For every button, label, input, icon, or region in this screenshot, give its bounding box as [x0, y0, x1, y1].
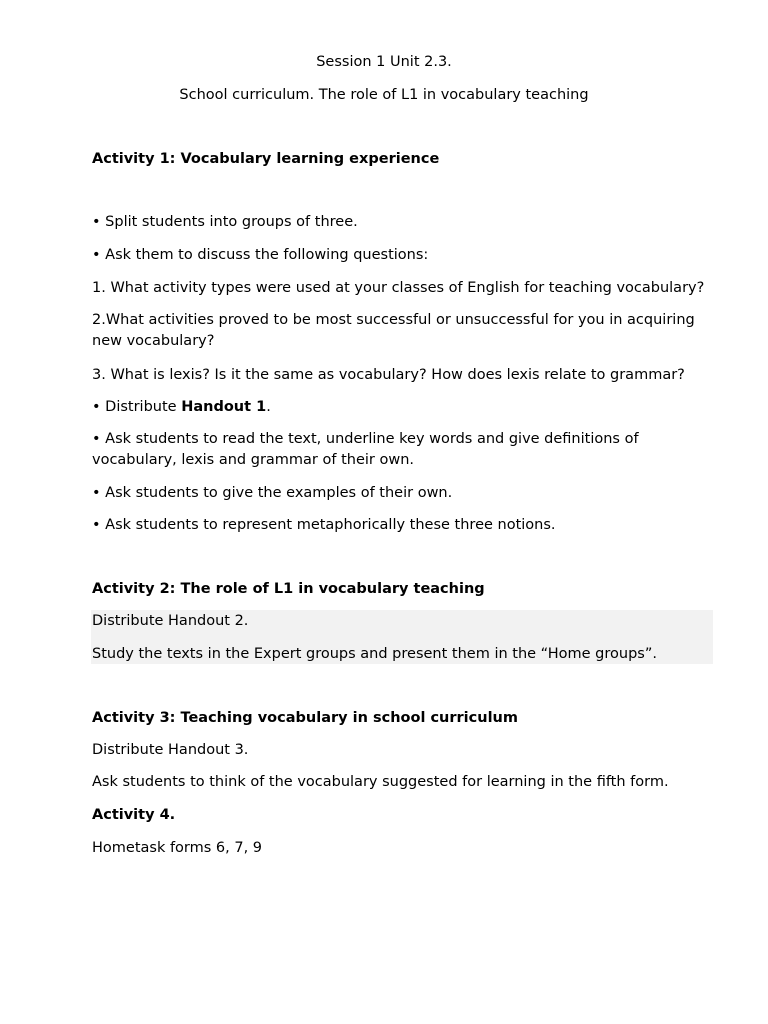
- distribute-suffix: .: [266, 399, 271, 415]
- distribute-prefix: • Distribute: [92, 399, 182, 415]
- question-1: 1. What activity types were used at your classes of English for teaching vocabulary?: [92, 280, 705, 296]
- question-2: 2.What activities proved to be most successful or unsuccessful for you in acquiring new vocabulary?: [92, 312, 695, 349]
- bullet-distribute-handout-1: [92, 397, 712, 418]
- bullet-read-text: • Ask students to read the text, underline key words and give definitions of vocabulary, lexis and grammar of their own.: [92, 431, 639, 468]
- bullet-discuss-questions: • Ask them to discuss the following questions:: [92, 247, 429, 263]
- study-texts: Study the texts in the Expert groups and present them in the “Home groups”.: [92, 646, 657, 662]
- bullet-represent: • Ask students to represent metaphorically these three notions.: [92, 517, 556, 533]
- hometask: Hometask forms 6, 7, 9: [92, 840, 263, 856]
- distribute-handout-3: Distribute Handout 3.: [92, 742, 249, 758]
- question-3: 3. What is lexis? Is it the same as vocabulary? How does lexis relate to grammar?: [92, 367, 685, 383]
- ask-fifth-form: Ask students to think of the vocabulary suggested for learning in the fifth form.: [92, 774, 669, 790]
- handout-1-label: Handout 1: [181, 399, 267, 415]
- bullet-examples: • Ask students to give the examples of their own.: [92, 485, 453, 501]
- activity-2-heading: Activity 2: The role of L1 in vocabulary teaching: [92, 581, 485, 597]
- activity-1-heading: Activity 1: Vocabulary learning experience: [92, 151, 440, 167]
- bullet-split-groups: • Split students into groups of three.: [92, 214, 358, 230]
- session-heading: Session 1 Unit 2.3.: [316, 54, 452, 70]
- activity-3-heading: Activity 3: Teaching vocabulary in school curriculum: [92, 710, 518, 726]
- document-title: School curriculum. The role of L1 in vocabulary teaching: [179, 87, 589, 103]
- distribute-handout-2: Distribute Handout 2.: [92, 613, 249, 629]
- activity-4-heading: Activity 4.: [92, 807, 176, 823]
